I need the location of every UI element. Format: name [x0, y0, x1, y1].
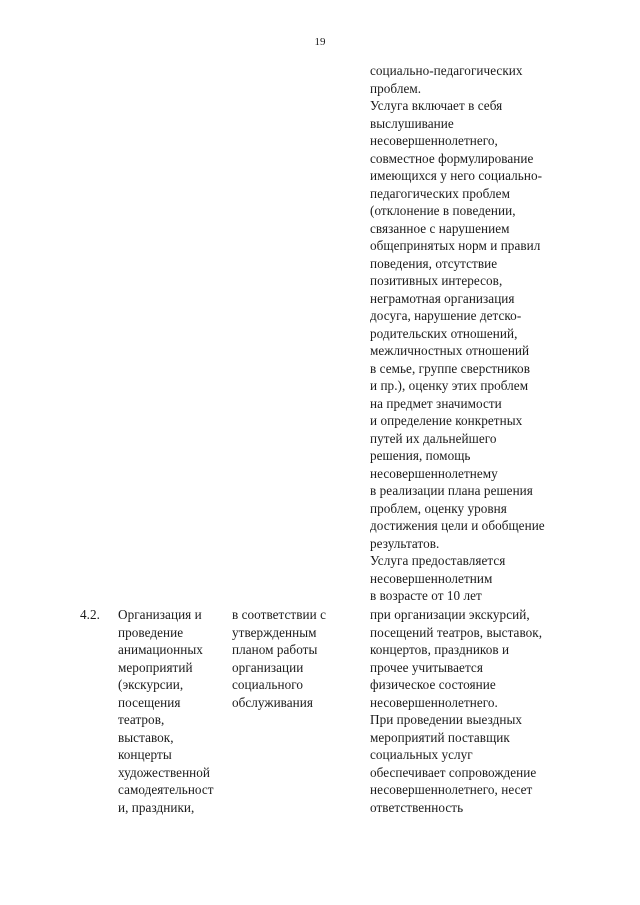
- service-description-line: проблем, оценку уровня: [370, 500, 507, 516]
- service-name-line: анимационных: [118, 642, 203, 657]
- service-description-line: несовершеннолетнего, несет: [370, 782, 533, 797]
- page-number: 19: [314, 36, 326, 48]
- service-description-line: связанное с нарушением: [370, 220, 510, 236]
- service-description-line: Услуга предоставляется: [370, 553, 506, 568]
- service-timing-line: обслуживания: [232, 694, 314, 710]
- service-description-line: решения, помощь: [370, 448, 471, 463]
- service-description-line: поведения, отсутствие: [370, 255, 498, 271]
- service-description-line: досуга, нарушение детско-: [370, 308, 522, 323]
- service-description-line: родительских отношений,: [370, 325, 518, 341]
- service-description-line: обеспечивает сопровождение: [370, 764, 537, 780]
- service-description-line: межличностных отношений: [370, 343, 530, 358]
- service-description-line: физическое состояние: [370, 677, 496, 692]
- service-description-line: Услуга включает в себя: [370, 98, 503, 113]
- service-timing-line: в соответствии с: [232, 607, 326, 622]
- service-description-line: в возрасте от 10 лет: [370, 588, 482, 603]
- service-name-line: Организация и: [118, 607, 202, 622]
- service-description-line: ответственность: [370, 799, 464, 815]
- service-description-line: и определение конкретных: [370, 413, 523, 428]
- service-description-line: прочее учитывается: [370, 659, 483, 675]
- service-description-line: социально-педагогических: [370, 63, 523, 78]
- service-timing-line: организации: [232, 659, 304, 675]
- service-description-line: посещений театров, выставок,: [370, 624, 543, 640]
- service-name-line: мероприятий: [118, 659, 193, 675]
- service-name-line: посещения: [118, 694, 181, 710]
- service-description-line: мероприятий поставщик: [370, 729, 510, 745]
- service-description-line: педагогических проблем: [370, 185, 510, 201]
- service-name-line: художественной: [118, 764, 211, 780]
- service-timing-line: планом работы: [232, 642, 318, 657]
- service-description-line: несовершеннолетнему: [370, 465, 498, 481]
- service-description-line: проблем.: [370, 80, 422, 96]
- service-description-line: общепринятых норм и правил: [370, 238, 541, 253]
- service-description-line: несовершеннолетним: [370, 570, 493, 586]
- service-description-line: (отклонение в поведении,: [370, 203, 516, 218]
- service-name-line: проведение: [118, 624, 184, 640]
- service-name-line: и, праздники,: [118, 799, 195, 815]
- service-description-line: путей их дальнейшего: [370, 430, 497, 446]
- service-description-line: имеющихся у него социально-: [370, 168, 543, 183]
- service-name-line: (экскурсии,: [118, 677, 184, 692]
- service-description-line: на предмет значимости: [370, 395, 502, 411]
- service-description-line: в семье, группе сверстников: [370, 360, 530, 376]
- service-description-line: при организации экскурсий,: [370, 607, 530, 622]
- service-name-line: концерты: [118, 747, 172, 762]
- service-description-line: неграмотная организация: [370, 290, 515, 306]
- service-description-line: концертов, праздников и: [370, 642, 510, 657]
- service-description-line: несовершеннолетнего,: [370, 133, 498, 148]
- service-timing-line: социального: [232, 677, 304, 692]
- service-name-line: выставок,: [118, 729, 174, 745]
- service-description-line: позитивных интересов,: [370, 273, 503, 288]
- row-number: 4.2.: [80, 607, 100, 622]
- service-description-line: и пр.), оценку этих проблем: [370, 378, 529, 393]
- service-name-line: самодеятельност: [118, 782, 214, 797]
- service-description-line: социальных услуг: [370, 747, 473, 762]
- service-description-line: достижения цели и обобщение: [370, 518, 545, 533]
- service-description-line: результатов.: [370, 535, 440, 551]
- service-description-line: в реализации плана решения: [370, 483, 533, 498]
- service-description-line: совместное формулирование: [370, 150, 534, 166]
- service-timing-line: утвержденным: [232, 624, 317, 640]
- service-description-line: При проведении выездных: [370, 712, 523, 727]
- service-name-line: театров,: [118, 712, 165, 727]
- service-description-line: выслушивание: [370, 115, 454, 131]
- service-description-line: несовершеннолетнего.: [370, 694, 498, 710]
